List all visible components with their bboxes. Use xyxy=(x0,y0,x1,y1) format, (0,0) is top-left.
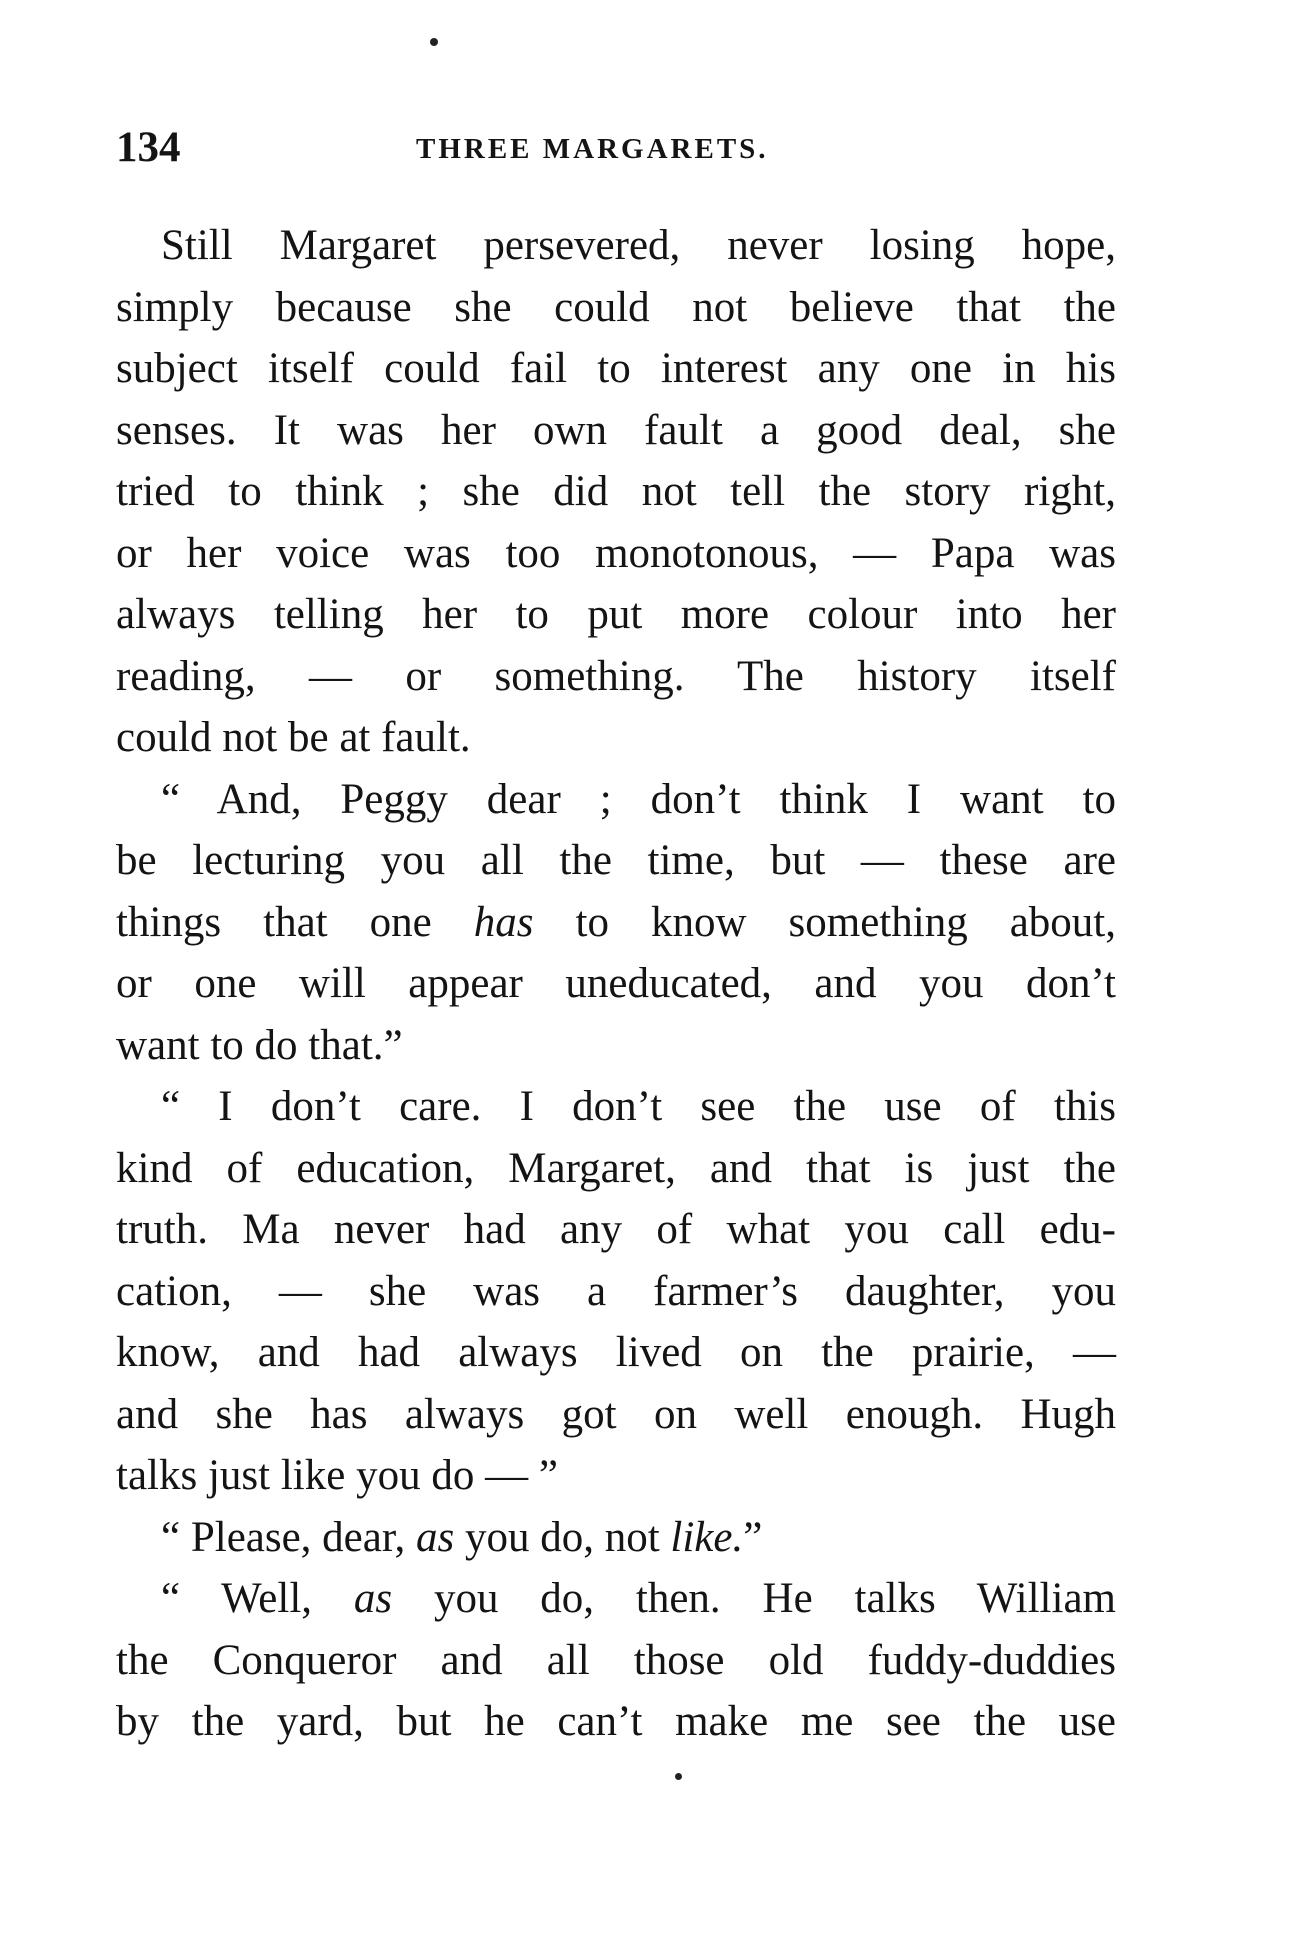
text-line: simply because she could not believe that the xyxy=(116,283,1116,331)
text-line: could not be at fault. xyxy=(116,714,471,761)
text-line: the Conqueror and all those old fuddy-duddies xyxy=(116,1636,1116,1684)
text-line: “ Please, dear, as you do, not like.” xyxy=(161,1513,763,1561)
text-line: truth. Ma never had any of what you call edu- xyxy=(116,1206,1116,1253)
page-number: 134 xyxy=(116,124,181,171)
text-line: tried to think ; she did not tell the story right, xyxy=(116,468,1116,515)
text-line: “ Well, as you do, then. He talks William xyxy=(161,1575,1116,1622)
text-line: “ I don’t care. I don’t see the use of this xyxy=(161,1083,1116,1130)
body-text xyxy=(116,215,1116,1753)
ink-speck-top xyxy=(430,38,438,46)
text-line: know, and had always lived on the prairie, — xyxy=(116,1329,1116,1376)
text-line: or one will appear uneducated, and you don’t xyxy=(116,960,1116,1007)
text-line: “ And, Peggy dear ; don’t think I want to xyxy=(161,775,1116,823)
text-line: want to do that.” xyxy=(116,1021,403,1069)
text-line: kind of education, Margaret, and that is just the xyxy=(116,1144,1116,1192)
italic-word: has xyxy=(473,898,534,946)
text-line: reading, — or something. The history itself xyxy=(116,652,1116,700)
text-line: be lecturing you all the time, but — these are xyxy=(116,837,1116,884)
ink-speck-bottom xyxy=(675,1773,682,1780)
running-header xyxy=(116,118,1116,178)
running-title: THREE MARGARETS. xyxy=(416,133,769,165)
text-line: Still Margaret persevered, never losing hope, xyxy=(161,222,1116,269)
text-line: talks just like you do — ” xyxy=(116,1452,558,1499)
italic-word: like. xyxy=(670,1513,744,1561)
text-line: subject itself could fail to interest any one in his xyxy=(116,345,1116,392)
text-line: always telling her to put more colour into her xyxy=(116,591,1116,638)
text-line: cation, — she was a farmer’s daughter, you xyxy=(116,1267,1116,1315)
italic-word: as xyxy=(353,1575,393,1622)
text-line: things that one has to know something about, xyxy=(116,898,1116,946)
text-line: senses. It was her own fault a good deal, she xyxy=(116,406,1116,454)
text-line: or her voice was too monotonous, — Papa was xyxy=(116,529,1116,577)
text-line: by the yard, but he can’t make me see the use xyxy=(116,1698,1116,1745)
italic-word: as xyxy=(415,1513,455,1561)
text-line: and she has always got on well enough. Hugh xyxy=(116,1390,1116,1438)
